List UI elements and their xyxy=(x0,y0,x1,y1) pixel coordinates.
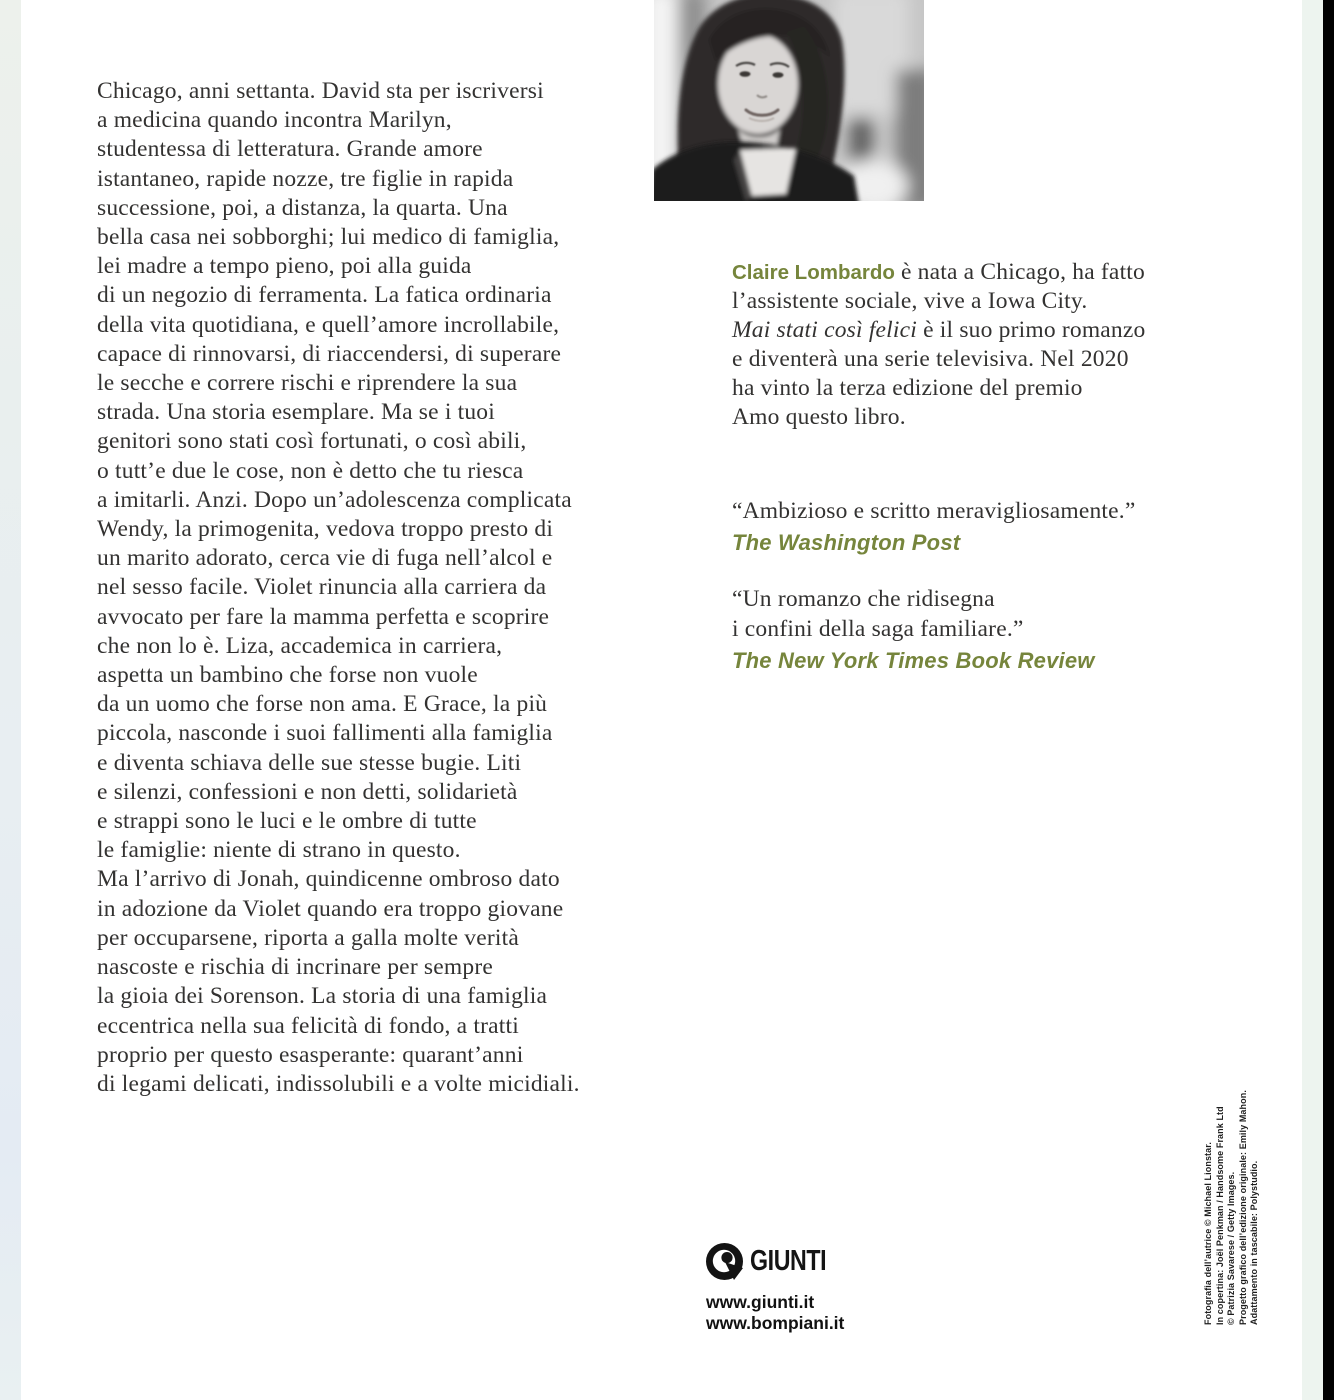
text-line: Wendy, la primogenita, vedova troppo presto di xyxy=(97,516,554,543)
giunti-logo-text: GIUNTI xyxy=(750,1245,827,1277)
paper-edge-right xyxy=(1302,0,1323,1400)
quote-source: The Washington Post xyxy=(732,530,961,555)
publisher-urls xyxy=(706,1292,845,1333)
text-line: e diventa schiava delle sue stesse bugie. Liti xyxy=(97,749,522,776)
text-line: aspetta un bambino che forse non vuole xyxy=(97,662,478,689)
text-line: © Patrizia Savarese / Getty Images. xyxy=(1226,1171,1237,1325)
bio-line: e diventerà una serie televisiva. Nel 2020 xyxy=(732,346,1129,372)
text-line: piccola, nasconde i suoi fallimenti alla famiglia xyxy=(97,720,553,747)
book-title: Mai stati così felici xyxy=(732,317,917,343)
text-line: la gioia dei Sorenson. La storia di una famiglia xyxy=(97,983,548,1010)
text-line: avvocato per fare la mamma perfetta e scoprire xyxy=(97,603,550,630)
text-line: eccentrica nella sua felicità di fondo, a tratti xyxy=(97,1012,519,1039)
author-photo-image xyxy=(654,0,924,201)
quote-text xyxy=(732,584,1095,644)
text-line: Progetto grafico dell’edizione originale: Emily Mahon. xyxy=(1237,1090,1248,1325)
text-line: in adozione da Violet quando era troppo giovane xyxy=(97,895,564,922)
text-line: “Un romanzo che ridisegna xyxy=(732,586,995,612)
text-line: capace di rinnovarsi, di riaccendersi, di superare xyxy=(97,340,562,367)
text-line: che non lo è. Liza, accademica in carriera, xyxy=(97,632,503,659)
cover-edge-black xyxy=(1323,0,1334,1400)
text-line: un marito adorato, cerca vie di fuga nell’alcol e xyxy=(97,545,553,572)
text-line: e silenzi, confessioni e non detti, solidarietà xyxy=(97,778,518,805)
giunti-logo xyxy=(706,1243,845,1280)
text-line: proprio per questo esasperante: quarant’anni xyxy=(97,1041,524,1068)
text-line: e strappi sono le luci e le ombre di tutte xyxy=(97,808,477,835)
bio-line: Amo questo libro. xyxy=(732,404,906,430)
synopsis-text xyxy=(97,77,580,1099)
text-line: i confini della saga familiare.” xyxy=(732,616,1024,642)
text-line: della vita quotidiana, e quell’amore incrollabile, xyxy=(97,311,560,338)
text-line: di legami delicati, indissolubili e a volte micidiali. xyxy=(97,1070,580,1097)
bio-line xyxy=(732,258,1145,287)
text-line: studentessa di letteratura. Grande amore xyxy=(97,136,483,163)
text-line: Ma l’arrivo di Jonah, quindicenne ombroso dato xyxy=(97,866,560,893)
text-line: lei madre a tempo pieno, poi alla guida xyxy=(97,253,472,280)
quote-text xyxy=(732,496,1135,526)
text-line: le secche e correre rischi e riprendere la sua xyxy=(97,370,518,397)
text-line: nel sesso facile. Violet rinuncia alla carriera da xyxy=(97,574,547,601)
text-line: di un negozio di ferramenta. La fatica ordinaria xyxy=(97,282,552,309)
text-line: a medicina quando incontra Marilyn, xyxy=(97,107,452,134)
text-line: genitori sono stati così fortunati, o così abili, xyxy=(97,428,527,455)
text-line: Fotografia dell’autrice © Michael Lionstar. xyxy=(1203,1142,1213,1325)
bio-text-after-title: è il suo primo romanzo xyxy=(917,317,1146,343)
giunti-logo-icon xyxy=(706,1243,743,1280)
text-line: Chicago, anni settanta. David sta per iscriversi xyxy=(97,78,544,104)
text-line: per occuparsene, riporta a galla molte verità xyxy=(97,924,520,951)
text-line: “Ambizioso e scritto meravigliosamente.” xyxy=(732,498,1136,524)
text-line: successione, poi, a distanza, la quarta. Una xyxy=(97,194,508,221)
publisher-block xyxy=(706,1243,845,1333)
text-line: bella casa nei sobborghi; lui medico di famiglia, xyxy=(97,224,560,251)
author-bio xyxy=(732,258,1145,432)
paper-edge-left xyxy=(0,0,21,1400)
giunti-url: www.giunti.it xyxy=(706,1292,815,1312)
bompiani-url: www.bompiani.it xyxy=(706,1312,845,1333)
bio-line xyxy=(732,316,1145,345)
text-line: da un uomo che forse non ama. E Grace, la più xyxy=(97,691,548,718)
review-quote-washington-post xyxy=(732,496,1135,556)
review-quote-nyt-book-review xyxy=(732,584,1095,674)
bio-line: ha vinto la terza edizione del premio xyxy=(732,375,1083,401)
text-line: o tutt’e due le cose, non è detto che tu riesca xyxy=(97,457,524,484)
quote-source: The New York Times Book Review xyxy=(732,648,1095,673)
text-line: nascoste e rischia di incrinare per sempre xyxy=(97,954,493,981)
author-photo xyxy=(654,0,924,201)
bio-text-after-name: è nata a Chicago, ha fatto xyxy=(894,259,1145,285)
text-line: strada. Una storia esemplare. Ma se i tuoi xyxy=(97,399,495,426)
text-line: Adattamento in tascabile: Polystudio. xyxy=(1249,1160,1260,1325)
text-line: istantaneo, rapide nozze, tre figlie in rapida xyxy=(97,165,514,192)
text-line: a imitarli. Anzi. Dopo un’adolescenza complicata xyxy=(97,486,572,513)
bio-line: l’assistente sociale, vive a Iowa City. xyxy=(732,288,1088,314)
text-line: le famiglie: niente di strano in questo. xyxy=(97,837,461,864)
author-name: Claire Lombardo xyxy=(732,261,895,284)
text-line: In copertina: Joël Penkman / Handsome Frank Ltd xyxy=(1214,1106,1225,1325)
photo-credits-vertical xyxy=(1203,1071,1261,1325)
